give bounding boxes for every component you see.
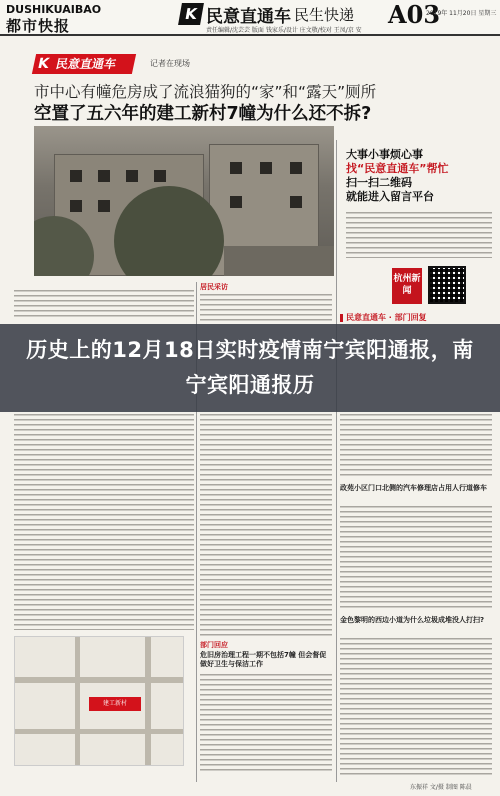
column-flag-icon: K [178, 3, 204, 25]
qr-code-icon[interactable] [428, 266, 466, 304]
dept-reply-section-label: 民意直通车 · 部门回复 [346, 313, 427, 322]
building-photo [34, 126, 334, 276]
right-body-column [340, 414, 492, 478]
window [98, 170, 110, 182]
window [126, 170, 138, 182]
headline-line-2: 空置了五六年的建工新村7幢为什么还不拆? [34, 104, 372, 124]
article-body-column [14, 290, 194, 320]
promo-block [346, 148, 448, 204]
road [75, 637, 80, 766]
column-subtitle: 民生快递 [294, 6, 355, 24]
masthead [0, 0, 500, 36]
column-brand-logo [32, 54, 136, 74]
title-banner [0, 324, 500, 412]
residents-body-column [200, 414, 332, 636]
paper-name: DUSHIKUAIBAO [6, 3, 102, 16]
article-body-column [14, 414, 194, 630]
headline-line-1: 市中心有幢危房成了流浪猫狗的“家”和“露天”厕所 [34, 83, 377, 101]
window [70, 170, 82, 182]
brand-mark-icon: K [36, 56, 51, 72]
right-headline-2: 金色黎明的西边小道为什么垃圾成堆没人打扫? [340, 616, 485, 624]
promo-line-4: 就能进入留言平台 [346, 190, 434, 203]
dept-body-column [200, 674, 332, 774]
right-body-column [340, 638, 492, 778]
photo-credit: 东振祥 文/摄 制图 陈晨 [410, 784, 472, 791]
residents-section-label: 居民采访 [200, 283, 228, 291]
promo-line-2: 找“民意直通车”帮忙 [346, 162, 449, 175]
column-title: 民意直通车 [206, 7, 291, 27]
window [154, 170, 166, 182]
road [15, 729, 184, 734]
promo-line-3: 扫一扫二维码 [346, 176, 412, 189]
promo-body-text [346, 212, 492, 258]
window [290, 196, 302, 208]
window [230, 162, 242, 174]
date-line: 2019年 11月20日 星期三 [426, 10, 497, 17]
window [290, 162, 302, 174]
editors-line: 责任编辑/沈芸芸 版面 钱家乐/设计 庄文敬/校对 王凤/京 安 [206, 27, 362, 34]
map-pin-label: 建工新村 [89, 697, 141, 711]
reporter-note: 记者在现场 [150, 59, 190, 68]
promo-line-1: 大事小事烦心事 [346, 148, 423, 161]
hangzhou-news-logo: 杭州新闻 [392, 268, 422, 304]
dept-headline: 危旧房治理工程一期不包括7幢 但会督促做好卫生与保洁工作 [200, 651, 327, 668]
residents-body-column [200, 294, 332, 322]
banner-title: 历史上的12月18日实时疫情南宁宾阳通报，南宁宾阳通报历 [26, 338, 474, 397]
right-body-column [340, 506, 492, 610]
window [230, 196, 242, 208]
page-number: A03 [388, 0, 441, 29]
right-headline-1: 政苑小区门口北侧的汽车修理店占用人行道修车 [340, 484, 487, 492]
road [15, 677, 184, 683]
window [98, 200, 110, 212]
window [260, 162, 272, 174]
column-divider [336, 140, 337, 782]
city-name: 都市快报 [6, 17, 71, 35]
brand-label: 民意直通车 [54, 57, 118, 71]
road [145, 637, 151, 766]
dept-section-label: 部门回应 [200, 641, 228, 649]
location-map [14, 636, 184, 766]
window [70, 200, 82, 212]
ground [224, 246, 334, 276]
